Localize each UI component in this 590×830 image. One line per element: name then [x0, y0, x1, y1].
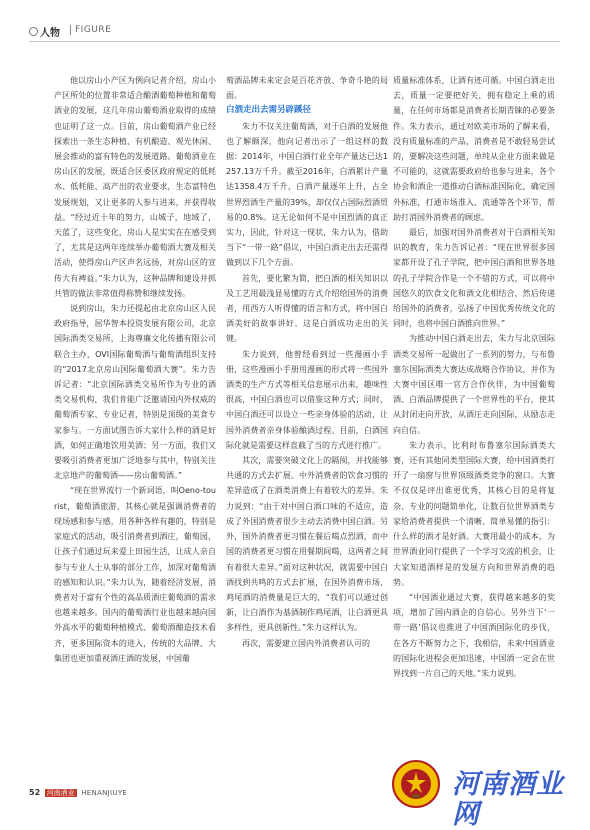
paragraph: 首先，要化繁为简，把白酒的相关知识以及工艺用最浅显易懂的方式介绍给国外的消费者，用西方人听得懂的语言和方式，将中国白酒美好的故事讲好。这是白酒成功走出的关键。	[226, 273, 388, 344]
header-divider	[70, 25, 71, 35]
article-column-1	[54, 73, 216, 666]
header-rule	[29, 41, 560, 42]
paragraph: 朱力表示，比利时布鲁塞尔国际酒类大赛，还有其他同类型国际大赛，给中国酒类打开了一扇窗与世界顶级酒类竞争的窗口。大赛不仅仅是评出谁更优秀，其核心目的是将复杂、专业的问题简单化，让数百位世界酒类专家给消费者提供一个清晰、简单易懂的指引：什么样的酒才是好酒。大赛用最小的成本，为世界酒业同行提供了一个学习交流的机会，让大家知道酒样是的发展方向和世界消费的趋势。	[393, 440, 555, 587]
page-footer	[29, 788, 127, 798]
paragraph: 质量标准体系，让酒有迹可循。中国白酒走出去，质量一定要把好关，拥有稳定上乘的质量，在任何市场都是消费者长期青睐的必要条件。朱力表示，通过对欧美市场的了解来看，没有质量标准的产品，消费者是不敢轻易尝试的，要解决这些问题，单纯从企业方面来做是不可能的，这就需要政府给也参与进来，各个协会和酒企一道推动白酒标准国际化，确定国外标准，打通市场准入、流通等各个环节，帮助打消国外消费者的顾虑。	[393, 76, 555, 222]
section-subtitle: FIGURE	[75, 25, 112, 35]
paragraph: 再次，需要建立国内外消费者认可的	[242, 638, 370, 648]
paragraph: “中国酒业通过大赛，获得越来越多的奖项，增加了国内酒企的自信心。另外当下‘一带一路’倡议也推进了中国酒国际化的步伐，在各方不断努力之下，我相信，未来中国酒业的国际化进程会更加迅速，中国酒一定会在世界找到一片自己的天地。”朱力说到。	[393, 592, 555, 678]
paragraph: 他以房山小产区为例向记者介绍，房山小产区所处的位置非常适合酿酒葡萄种植和葡萄酒业的发展，这几年房山葡萄酒业取得的成绩也证明了这一点。目前，房山葡萄酒产业已经探索出一条生态种植、有机酿造、观光休闲、展会推动的富有特色的发展道路。葡萄酒业在房山区的发展，既适合区委区政府规定的低耗水、低耗能、高产出的农业要求，生态富特色发展规划，又让更多的人参与进来，并获得收益。“经过近十年的努力，山城子，地域了，天蓝了，这些变化，房山人是实实在在感受到了，尤其是这两年连续举办葡萄酒大赛及相关活动，使得房山产区声名远扬，对房山区的宣传大有裨益。”朱力认为，这种品牌和建设并抓共管的做法非常值得称赞和继续发扬。	[54, 76, 216, 298]
paragraph: 说到房山，朱力还提起由北京房山区人民政府指导，屈华智本投资发展有限公司，北京国际酒类交易所，上海尊廉文化传播有限公司联合主办，OVI国际葡萄酒与葡萄酒组织支持的“2017北京房山国际葡萄酒大赛”。朱力告诉记者：“北京国际酒类交易所作为专业的酒类交易机构，我们肯能广泛邀请国内外权威的葡萄酒专家、专业记者，特别是顶级的美食专家参与。一方面试图告诉大家什么样的酒是好酒，如何正确地饮用美酒；另一方面，我们又要吸引消费者更加广泛地参与其中，特别关注北京地产的葡萄酒——房山葡萄酒。”	[54, 304, 216, 481]
page-header	[29, 24, 560, 40]
page-number: 52	[29, 788, 41, 797]
paragraph: 朱力不仅关注葡萄酒，对于白酒的发展他也了解颇深，他向记者出示了一组这样的数据：2014年，中国白酒行业全年产量达已达1257.13万千升。截至2016年，白酒累计产量达1358.4万千升，白酒产量逐年上升，占全世界烈酒生产量的39%，却仅仅占国际烈酒贸易的0.8%。这无论如何不是中国烈酒的真正实力，因此，针对这一现状，朱力认为，借助当下“一带一路”倡议，中国白酒走出去还需得做到以下几个方面。	[226, 121, 388, 268]
article-column-3	[393, 73, 555, 681]
section-title: 人物	[40, 28, 60, 39]
paragraph: 朱力说到，他曾经看到过一些漫画小手册，这些漫画小手册用漫画的形式将一些国外酒类的生产方式等相关信息展示出来，趣味性很高，中国白酒也可以借鉴这种方式；同时，中国白酒还可以设立一些亲身体验的活动，让国外消费者亲身体验酿酒过程。目前，白酒国际化就是需要这样直截了当的方式进行推广。	[226, 349, 388, 450]
association-seal-icon	[392, 760, 440, 808]
paragraph: 其次，需要突破文化上的隔阂，并找能够共通的方式去扩展。中外消费者的饮食习惯的差异造成了在酒类消费上有着较大的差异。朱力说到：“由于对中国白酒口味的不适应，造成了外国消费者很少主动去消费中国白酒。另外，国外消费者更习惯在餐后喝点烈酒，而中国的消费者更习惯在用餐期间喝，这两者之间有着很大差异。”面对这种状况，就需要中国白酒找到共鸣的方式去扩展，在国外消费市场，鸡尾酒的消费量是巨大的，“我们可以通过创新，让白酒作为基酒制作鸡尾酒，让白酒更具多样性，更具创新性。”朱力这样认为。	[226, 456, 388, 633]
magazine-tag: 河南酒业	[46, 789, 75, 797]
paragraph: 为推动中国白酒走出去，朱力与北京国际酒类交易所一起做出了一系列的努力，与布鲁塞尔国际酒类大赛达成战略合作协议，并作为大赛中国区唯一官方合作伙伴，为中国葡萄酒、白酒品牌提供了一个世界性的平台，使其从封闭走向开放，从酒圧走向国际，从励志走向自信。	[393, 334, 555, 435]
paragraph: 最后，加强对国外消费者对于白酒相关知识的教育，朱力告诉记者：“现在世界很多国家都开设了孔子学院，把中国白酒和世界各地的孔子学院合作是一个不错的方式，可以将中国悠久的饮食文化和酒文化相结合，然后传递给国外的消费者，弘扬了中国优秀传统文化的同时，也将中国白酒推向世界。”	[393, 228, 555, 329]
section-subheading: 白酒走出去需另辟蹊径	[226, 105, 312, 116]
watermark-brand: 河南酒业网	[452, 769, 564, 830]
magazine-name: HENANJIUYE	[81, 789, 128, 797]
paragraph: “现在世界流行一个新词语，叫Oeno-tourist，葡萄酒旅游，其核心就是强调消费者的现场感和参与感，用各种各样有趣的，特别是家庭式的活动，吸引消费者到酒庄，葡萄园，让孩子们通过玩来爱上田园生活，让成人亲自参与专业人士从事的部分工作，加深对葡萄酒的感知和认识。”朱力认为，随着经济发展，消费者对于富有个性的高品质酒庄葡萄酒的需求也越来越多。国内的葡萄酒行业也越来越向国外高水平的葡萄种植模式、葡萄酒酿造技术看齐，更多国际资本的进入，传统的大品牌、大集团也更加重视酒庄酒的发展，中国葡	[54, 486, 216, 663]
article-column-2	[226, 73, 388, 651]
section-bullet-icon	[29, 27, 38, 36]
paragraph: 萄酒品牌未来定会是百花齐放、争奇斗艳的局面。	[226, 76, 388, 101]
